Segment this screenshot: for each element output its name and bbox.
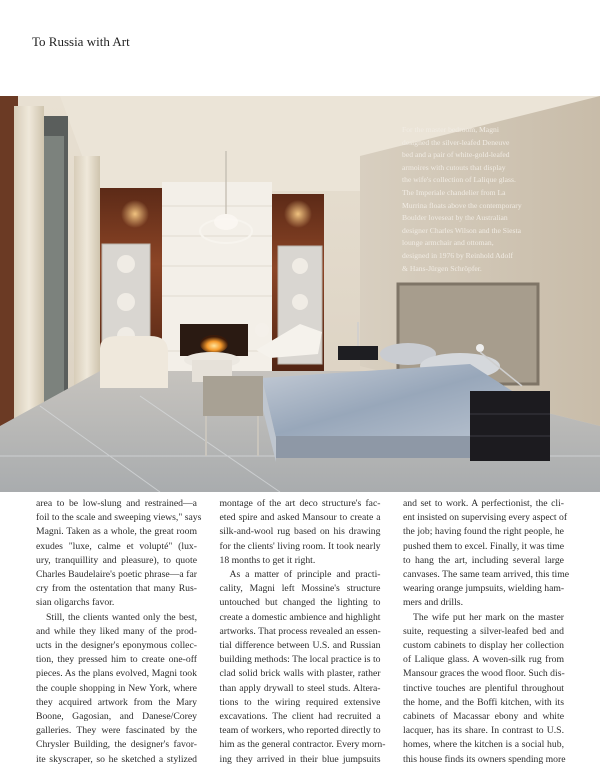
caption-line: designed in 1976 by Reinhold Adolf — [402, 250, 513, 260]
article-body — [36, 497, 570, 767]
text-line: tial difference between U.S. and Russian — [219, 640, 381, 652]
text-line: and while they liked many of the prod- — [36, 625, 197, 637]
text-line: this house finds its owners spending more — [403, 753, 566, 765]
text-line: Magni. Taken as a whole, the great room — [36, 526, 197, 538]
text-line: montage of the art deco structure's fac- — [219, 498, 381, 509]
text-line: the job; having found the right people, he — [403, 526, 564, 538]
caption-line: designer Charles Wilson and the Siesta — [402, 225, 522, 235]
caption-line: armoires with cutouts that display — [402, 162, 506, 172]
text-line: Chrysler Building, the designer's favor- — [36, 739, 197, 751]
text-line: of Lalique glass. A woven-silk rug from — [403, 654, 564, 666]
text-line: Mansour graces the wood floor. Such dis- — [403, 668, 565, 680]
caption-line: bed and a pair of white-gold-leafed — [402, 150, 510, 160]
text-line: ing they arrived in their blue jumpsuits — [219, 753, 381, 765]
text-line: Boone, Gagosian, and Danese/Corey — [36, 711, 197, 723]
text-line: than apply drywall to steel studs. Altera- — [219, 682, 381, 694]
text-line: Charles Baudelaire's poetic phrase—a far — [36, 569, 197, 581]
text-line: the couple shopping in New York, where — [36, 682, 197, 694]
text-line: area to be low-slung and restrained—a — [36, 498, 197, 509]
caption-line: designed the silver-leafed Deneuve — [402, 137, 510, 147]
text-line: homes, where the kitchen is a social hub, — [403, 739, 564, 751]
text-line: As a matter of principle and practi- — [229, 569, 381, 581]
caption-line: & Hans-Jürgen Schröpfer. — [402, 263, 482, 273]
text-line: ite skyscraper, so he sketched a stylized — [36, 753, 197, 765]
text-line: 18 months to get it right. — [219, 554, 316, 566]
text-line: wearing orange jumpsuits, wielding ham- — [403, 583, 565, 595]
text-line: exudes "luxe, calme et volupté" (lux- — [36, 540, 197, 552]
text-line: create a domestic ambience and highlight — [219, 611, 381, 623]
caption-line: lounge armchair and ottoman, — [402, 238, 494, 248]
text-line: untouched but changed the lighting to — [219, 597, 381, 609]
text-line: pushed them to excel. Finally, it was time — [403, 540, 565, 552]
text-line: they acquired artwork from the Mary — [36, 696, 197, 708]
caption-line: For the master bedroom, Magni — [402, 125, 499, 134]
article-column-2 — [219, 497, 386, 767]
text-line: excavations. The client had recruited a — [219, 711, 381, 723]
text-line: silk-and-wool rug based on his drawing — [219, 526, 381, 538]
text-line: mers and drills. — [403, 597, 463, 609]
text-line: clad solid brick walls with plaster, rather — [219, 668, 381, 680]
text-line: tion, they pressed him to create one-off — [36, 654, 197, 666]
text-line: Still, the clients wanted only the best, — [46, 611, 197, 623]
text-line: cality, Magni left Mossine's structure — [219, 583, 381, 595]
text-line: the home, and the Boffi kitchen, with its — [403, 696, 564, 708]
text-line: pieces. As the plans evolved, Magni took — [36, 668, 197, 680]
caption-line: Boulder loveseat by the Australian — [402, 213, 508, 223]
text-line: team of workers, who reported directly to — [219, 725, 381, 737]
text-line: eted spire and asked Mansour to create a — [219, 512, 381, 524]
text-line: The wife put her mark on the master — [413, 611, 564, 623]
text-line: foil to the scale and sweeping views," says — [36, 512, 202, 524]
text-line: canvases. The same team arrived, this time — [403, 569, 570, 581]
caption-line: The Imperiale chandelier from La — [402, 187, 506, 197]
text-line: suite, requesting a silver-leafed bed and — [403, 625, 564, 637]
text-line: lacquer, has its share. In contrast to U.S. — [403, 725, 564, 737]
text-line: sian oligarchs favor. — [36, 597, 115, 609]
text-line: galleries. They were fascinated by the — [36, 725, 197, 737]
text-line: cabinets of Macassar ebony and white — [403, 711, 564, 723]
text-line: ury, tranquillity and pleasure), to quote — [36, 554, 197, 566]
text-line: ent insisted on supervising every aspect of — [403, 512, 568, 524]
page-header-title: To Russia with Art — [32, 34, 130, 49]
photo-caption — [402, 124, 548, 275]
text-line: tions to the wiring required extensive — [219, 696, 381, 708]
text-line: to hang the art, including several large — [403, 554, 564, 566]
text-line: building methods: The local practice is to — [219, 654, 381, 666]
caption-line: Murrina floats above the contemporary — [402, 200, 522, 210]
text-line: tinctive touches are plentiful throughout — [403, 682, 564, 694]
article-column-1 — [36, 497, 202, 767]
article-column-3 — [403, 497, 570, 767]
text-line: ucts in the designer's eponymous collec- — [36, 640, 197, 652]
text-line: him as the general contractor. Every morn- — [219, 739, 386, 751]
text-line: and set to work. A perfectionist, the cli- — [403, 498, 564, 509]
text-line: for the clients' living room. It took nearly — [219, 540, 381, 552]
text-line: artworks. That process revealed an essen- — [219, 625, 381, 637]
text-line: cry from the ostentation that many Rus- — [36, 583, 197, 595]
caption-line: the wife's collection of Lalique glass. — [402, 175, 516, 185]
text-line: custom cabinets to display her collection — [403, 640, 564, 652]
